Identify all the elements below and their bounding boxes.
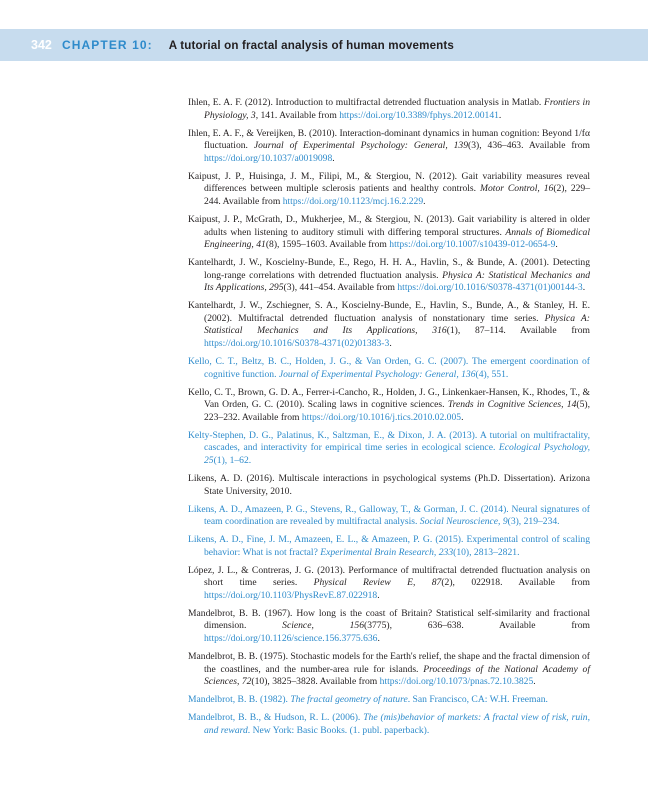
reference-text: Ihlen, E. A. F. (2012). Introduction to multifractal detrended fluctuation analysis in Matlab. (188, 97, 544, 108)
reference-text: . (377, 589, 380, 601)
reference-entry (188, 128, 590, 166)
reference-text: (3), 441–454. Available from (283, 282, 398, 294)
reference-text: . (423, 195, 426, 207)
reference-text: López, J. L., & Contreras, J. G. (2013). Performance of multifractal detrended fluctuation analysis on short time series. (188, 564, 590, 589)
reference-source: Proceedings of the National Academy of Sciences, 72 (204, 663, 590, 688)
reference-text: Ihlen, E. A. F., & Vereijken, B. (2010). Interaction-dominant dynamics in human cognition: Beyond 1/fα fluctuation. (188, 127, 590, 152)
reference-text: (2), 022918. Available from (441, 577, 590, 589)
reference-entry (188, 257, 590, 295)
reference-source: Journal of Experimental Psychology: General, 136 (278, 368, 476, 380)
reference-entry (188, 694, 590, 707)
reference-source: Journal of Experimental Psychology: General, 139 (253, 140, 469, 152)
reference-entry (188, 356, 590, 381)
doi-link[interactable]: https://doi.org/10.1126/science.156.3775.636 (204, 633, 378, 645)
doi-link[interactable]: https://doi.org/10.1103/PhysRevE.87.022918 (204, 589, 378, 601)
reference-text: (2), 229–244. Available from (204, 183, 591, 207)
reference-text: (5), 223–232. Available from (204, 399, 590, 423)
reference-text: Likens, A. D., Amazeen, P. G., Stevens, R., Galloway, T., & Gorman, J. C. (2014). Neural signatures of team coordination are revealed by multifractal analysis. (188, 503, 590, 528)
reference-text: Mandelbrot, B. B. (1967). How long is the coast of Britain? Statistical self-similarity and fractional dimension. (188, 607, 590, 632)
reference-source: Physical Review E, 87 (313, 577, 442, 589)
doi-link[interactable]: https://doi.org/10.1016/S0378-4371(01)00144-3 (397, 282, 583, 294)
reference-text: Kantelhardt, J. W., Koscielny-Bunde, E., Rego, H. H. A., Havlin, S., & Bunde, A. (2001). Detecting long-range correlations with detrended fluctuation analysis. (188, 257, 590, 281)
reference-source: The fractal geometry of nature (290, 694, 408, 706)
reference-text: Kaipust, J. P., McGrath, D., Mukherjee, M., & Stergiou, N. (2013). Gait variability is altered in older adults when listening to auditory stimuli with differing temporal structures. (188, 213, 590, 238)
reference-text: Kello, C. T., Brown, G. D. A., Ferrer-i-Cancho, R., Holden, J. G., Linkenkaer-Hansen, K., Rhodes, T., & Van Orden, G. C. (2010). Scaling laws in cognitive sciences. (188, 386, 590, 411)
reference-entry (188, 651, 590, 689)
reference-text: Likens, A. D., Fine, J. M., Amazeen, E. L., & Amazeen, P. G. (2015). Experimental control of scaling behavior: What is not fractal? (188, 534, 590, 558)
reference-source: Physica A: Statistical Mechanics and Its Applications, 316 (204, 312, 590, 337)
reference-entry (188, 171, 590, 209)
running-header (0, 29, 648, 61)
reference-text: (3775), 636–638. Available from (364, 620, 590, 632)
reference-source: Experimental Brain Research, 233 (320, 546, 454, 558)
reference-entry (188, 214, 590, 252)
reference-entry (188, 97, 590, 122)
reference-text: Likens, A. D. (2016). Multiscale interactions in psychological systems (Ph.D. Dissertation). Arizona State University, 2010. (188, 472, 590, 497)
reference-text: (3), 219–234. (507, 516, 560, 528)
doi-link[interactable]: https://doi.org/10.1073/pnas.72.10.3825 (379, 676, 534, 688)
reference-source: Physica A: Statistical Mechanics and Its Applications, 295 (204, 269, 590, 294)
reference-text: . New York: Basic Books. (1. publ. paperback). (247, 724, 430, 736)
doi-link[interactable]: https://doi.org/10.1016/S0378-4371(02)01383-3 (204, 338, 390, 350)
reference-entry (188, 300, 590, 350)
chapter-title: A tutorial on fractal analysis of human movements (168, 38, 455, 52)
reference-text: Mandelbrot, B. B. (1975). Stochastic models for the Earth's relief, the shape and the fractal dimension of the coastlines, and the number-area rule for islands. (188, 651, 590, 675)
reference-text: . (389, 338, 392, 350)
reference-text: (3), 436–463. Available from (468, 140, 590, 152)
reference-text: . (332, 152, 335, 164)
doi-link[interactable]: https://doi.org/10.1037/a0019098 (204, 152, 333, 164)
reference-text: (10), 3825–3828. Available from (251, 676, 380, 688)
reference-text: . (582, 282, 586, 294)
reference-source: Science, 156 (282, 620, 365, 632)
reference-entry (188, 534, 590, 559)
reference-source: The (mis)behavior of markets: A fractal view of risk, ruin, and reward (204, 712, 590, 736)
reference-text: (1), 87–114. Available from (446, 325, 590, 337)
reference-entry (188, 608, 590, 646)
reference-entry (188, 430, 590, 468)
reference-text: Mandelbrot, B. B., & Hudson, R. L. (2006). (188, 712, 364, 724)
reference-text: Kelty-Stephen, D. G., Palatinus, K., Saltzman, E., & Dixon, J. A. (2013). A tutorial on multifractality, cascades, and interactivity for empirical time series in ecological science. (188, 429, 590, 454)
reference-text: (8), 1595–1603. Available from (265, 239, 390, 251)
page-number: 342 (31, 38, 52, 52)
reference-source: Annals of Biomedical Engineering, 41 (204, 226, 590, 251)
reference-source: Trends in Cognitive Sciences, 14 (447, 399, 577, 411)
reference-text: Kello, C. T., Beltz, B. C., Holden, J. G., & Van Orden, G. C. (2007). The emergent coordination of cognitive function. (188, 356, 590, 380)
reference-text: . (498, 109, 502, 121)
chapter-label: CHAPTER 10: (62, 38, 153, 52)
doi-link[interactable]: https://doi.org/10.1007/s10439-012-0654-9 (389, 239, 556, 251)
reference-text: . (461, 411, 464, 423)
reference-entry (188, 504, 590, 529)
doi-link[interactable]: https://doi.org/10.1016/j.tics.2010.02.005 (301, 411, 462, 423)
reference-source: Social Neuroscience, 9 (419, 516, 508, 528)
reference-text: (10), 2813–2821. (453, 546, 520, 558)
reference-source: Motor Control, 16 (480, 183, 554, 195)
reference-source: Ecological Psychology, 25 (204, 442, 590, 466)
reference-entry (188, 387, 590, 425)
reference-text: Kaipust, J. P., Huisinga, J. M., Filipi, M., & Stergiou, N. (2012). Gait variability measures reveal differences between multiple sclerosis patients and healthy controls. (188, 170, 590, 195)
reference-text: (4), 551. (475, 368, 509, 380)
doi-link[interactable]: https://doi.org/10.1123/mcj.16.2.229 (282, 195, 424, 207)
reference-text: (1), 1–62. (213, 454, 252, 466)
reference-text: . (377, 633, 380, 645)
reference-text: Kantelhardt, J. W., Zschiegner, S. A., Koscielny-Bunde, E., Havlin, S., Bunde, A., & Stanley, H. E. (2002). Multifractal detrended fluctuation analysis of nonstationary time series. (188, 300, 590, 324)
reference-entry (188, 565, 590, 603)
reference-text: . (533, 676, 536, 688)
reference-list (188, 97, 590, 743)
reference-text: , 141. Available from (255, 109, 340, 121)
reference-text: . San Francisco, CA: W.H. Freeman. (407, 694, 548, 706)
reference-entry (188, 712, 590, 737)
reference-entry (188, 473, 590, 498)
doi-link[interactable]: https://doi.org/10.3389/fphys.2012.00141 (339, 109, 499, 121)
reference-source: Frontiers in Physiology, 3 (204, 97, 590, 121)
reference-text: . (555, 239, 558, 251)
reference-text: Mandelbrot, B. B. (1982). (188, 694, 291, 706)
